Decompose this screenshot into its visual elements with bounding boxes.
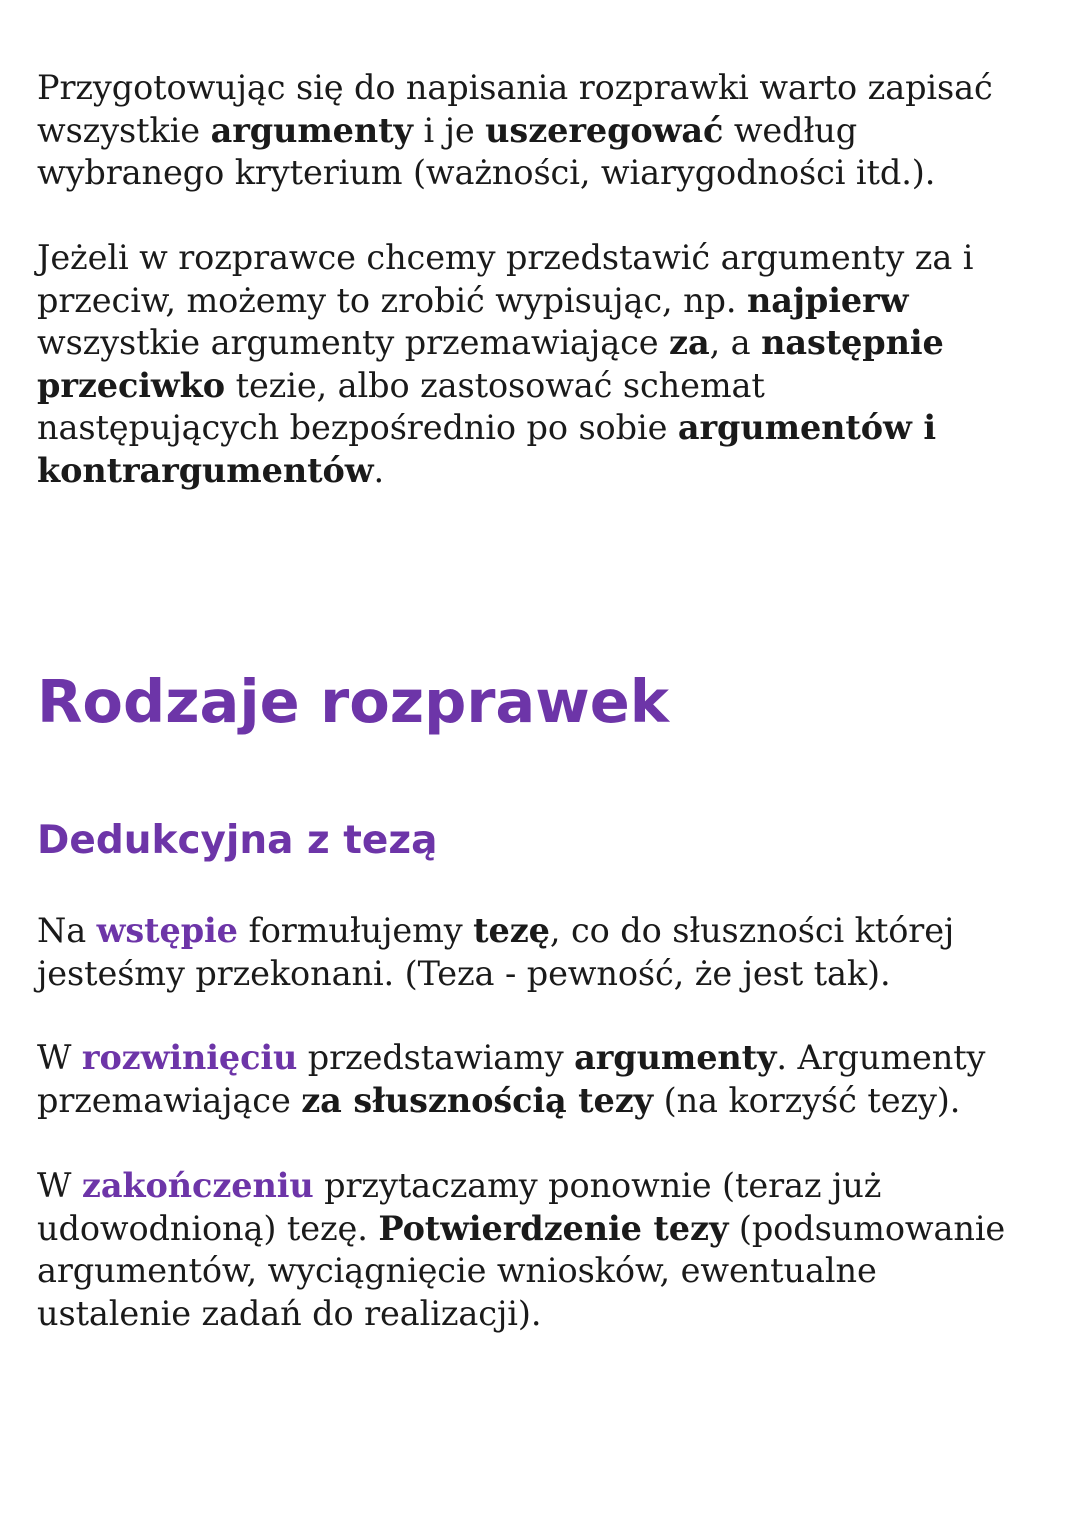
text-line bbox=[37, 450, 973, 493]
text-run: udowodnioną) tezę. bbox=[37, 1208, 379, 1248]
bold-term-argumenty: argumenty bbox=[574, 1038, 777, 1077]
text-run: formułujemy bbox=[237, 911, 474, 950]
text-line bbox=[37, 280, 973, 323]
accent-term-zakonczenie: zakończeniu bbox=[81, 1166, 314, 1205]
bold-term-za-slusznoscia-tezy: za słusznością tezy bbox=[301, 1080, 654, 1120]
text-line bbox=[37, 1293, 1005, 1336]
accent-term-wstep: wstępie bbox=[96, 911, 238, 950]
wstep-paragraph bbox=[37, 910, 954, 995]
bold-term-przeciwko: przeciwko bbox=[37, 365, 226, 405]
bold-term-argumenty: argumenty bbox=[210, 110, 413, 150]
bold-term-teze: tezę bbox=[473, 911, 550, 950]
text-run: jesteśmy przekonani. (Teza - pewność, że jest tak). bbox=[37, 953, 891, 993]
bold-term-uszeregowac: uszeregować bbox=[485, 110, 724, 150]
text-run: przemawiające bbox=[37, 1080, 302, 1120]
text-line bbox=[37, 1250, 1005, 1293]
text-line bbox=[37, 407, 973, 450]
text-line bbox=[37, 953, 954, 996]
bold-term-najpierw: najpierw bbox=[747, 280, 909, 320]
text-run: tezie, albo zastosować schemat bbox=[225, 365, 765, 405]
text-run: Jeżeli w rozprawce chcemy przedstawić argumenty za i bbox=[37, 238, 974, 277]
text-run: i je bbox=[412, 110, 486, 150]
text-run: , co do słuszności której bbox=[549, 911, 955, 950]
text-run: Na bbox=[37, 911, 97, 950]
text-line bbox=[37, 322, 973, 365]
text-run: wybranego kryterium (ważności, wiarygodności itd.). bbox=[37, 153, 936, 192]
text-run: argumentów, wyciągnięcie wniosków, ewentualne bbox=[37, 1251, 877, 1290]
text-line bbox=[37, 1037, 985, 1080]
accent-term-rozwiniecie: rozwinięciu bbox=[81, 1038, 298, 1077]
text-run: następujących bezpośrednio po sobie bbox=[37, 408, 678, 447]
intro-paragraph-1 bbox=[37, 67, 993, 195]
text-run: (podsumowanie bbox=[728, 1208, 1006, 1248]
text-run: W bbox=[37, 1038, 82, 1077]
text-line bbox=[37, 237, 973, 280]
text-line bbox=[37, 1165, 1005, 1208]
text-run: ustalenie zadań do realizacji). bbox=[37, 1293, 542, 1333]
text-run: wszystkie bbox=[37, 110, 211, 150]
text-line bbox=[37, 910, 954, 953]
bold-term-kontrargumentow: kontrargumentów bbox=[37, 450, 374, 490]
text-run: , a bbox=[709, 323, 762, 362]
intro-paragraph-2 bbox=[37, 237, 973, 492]
bold-term-potwierdzenie-tezy: Potwierdzenie tezy bbox=[378, 1208, 729, 1248]
section-title: Rodzaje rozprawek bbox=[37, 667, 670, 736]
text-run: (na korzyść tezy). bbox=[653, 1080, 961, 1120]
rozwiniecie-paragraph bbox=[37, 1037, 985, 1122]
text-line bbox=[37, 110, 993, 153]
text-line bbox=[37, 365, 973, 408]
text-line bbox=[37, 152, 993, 195]
text-run: przeciw, możemy to zrobić wypisując, np. bbox=[37, 280, 747, 320]
text-line bbox=[37, 1080, 985, 1123]
text-run: . bbox=[373, 450, 385, 490]
text-run: przytaczamy ponownie (teraz już bbox=[313, 1166, 882, 1205]
text-run: . Argumenty bbox=[776, 1038, 986, 1077]
text-run: przedstawiamy bbox=[297, 1038, 575, 1077]
bold-term-nastepnie: następnie bbox=[761, 323, 944, 362]
text-run: według bbox=[723, 110, 858, 150]
text-run: W bbox=[37, 1166, 82, 1205]
text-line bbox=[37, 1208, 1005, 1251]
bold-term-argumentow: argumentów i bbox=[677, 408, 936, 447]
text-run: Przygotowując się do napisania rozprawki warto zapisać bbox=[37, 68, 993, 107]
section-subtitle: Dedukcyjna z tezą bbox=[37, 818, 438, 863]
zakonczenie-paragraph bbox=[37, 1165, 1005, 1335]
bold-term-za: za bbox=[669, 323, 710, 362]
text-line bbox=[37, 67, 993, 110]
text-run: wszystkie argumenty przemawiające bbox=[37, 323, 670, 362]
